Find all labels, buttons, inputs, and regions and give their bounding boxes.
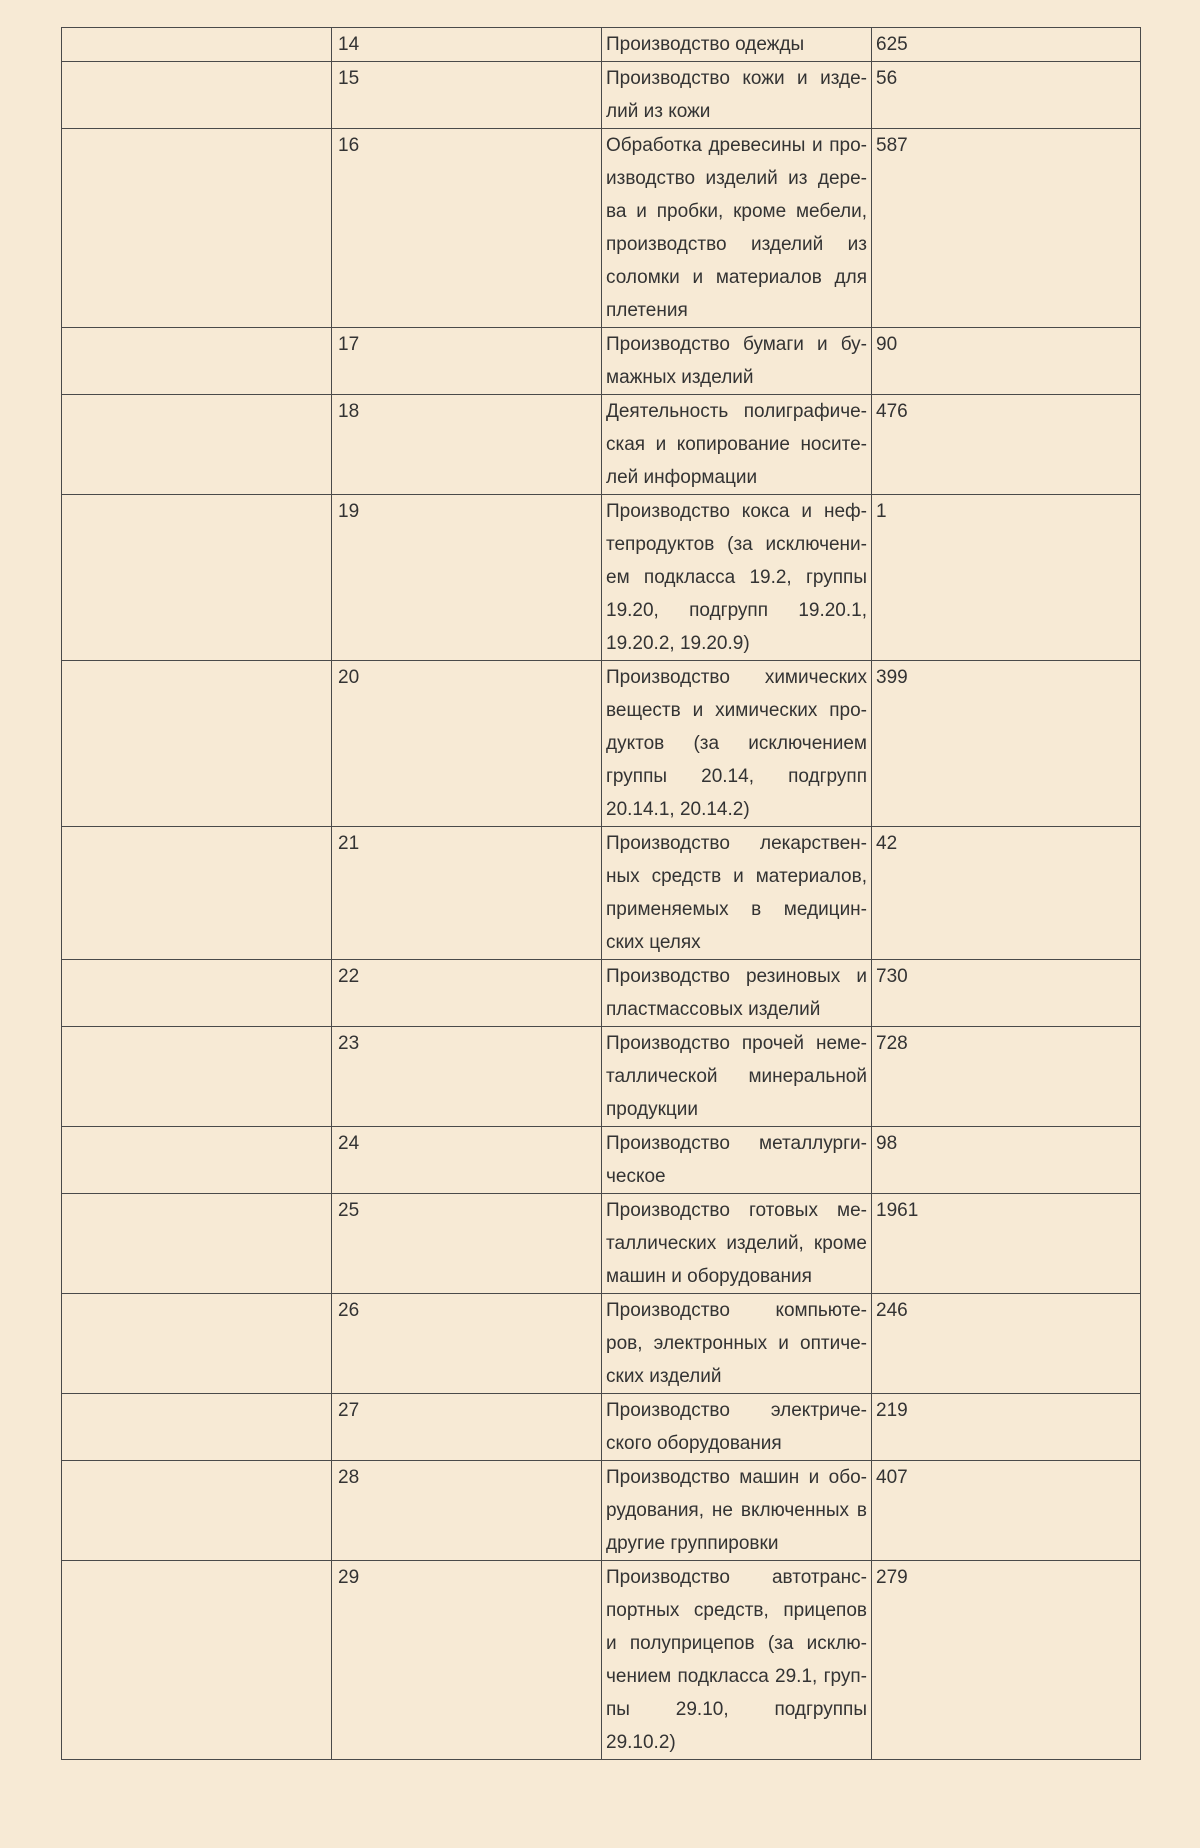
- activity-name-line: Производство автотранс-: [606, 1567, 867, 1588]
- section-code-cell: 25: [332, 1194, 602, 1294]
- activity-name-line: ем подкласса 19.2, группы: [606, 567, 867, 588]
- activity-name-line: Производство одежды: [606, 34, 805, 55]
- activity-name-line: рудования, не включенных в: [606, 1500, 867, 1521]
- empty-cell: [62, 1461, 332, 1561]
- activity-name-line: ских изделий: [606, 1366, 722, 1387]
- activity-name-line: таллической минеральной: [606, 1066, 867, 1087]
- organization-count-cell: 625: [872, 28, 1141, 62]
- activity-name-line: и полуприцепов (за исклю-: [606, 1633, 867, 1654]
- organization-count-cell: 476: [872, 395, 1141, 495]
- empty-cell: [62, 1127, 332, 1194]
- activity-name-cell: [602, 28, 872, 62]
- section-code-cell: 29: [332, 1561, 602, 1760]
- organization-count-cell: 42: [872, 827, 1141, 960]
- table-row: [62, 1461, 1141, 1561]
- activity-name-cell: [602, 1561, 872, 1760]
- empty-cell: [62, 328, 332, 395]
- table-row: [62, 1394, 1141, 1461]
- activity-name-line: Производство кокса и неф-: [606, 501, 867, 522]
- activity-name-line: портных средств, прицепов: [606, 1600, 867, 1621]
- section-code-cell: 27: [332, 1394, 602, 1461]
- empty-cell: [62, 129, 332, 328]
- section-code-cell: 22: [332, 960, 602, 1027]
- activity-name-line: ных средств и материалов,: [606, 866, 867, 887]
- table-row: [62, 328, 1141, 395]
- activity-name-line: Производство машин и обо-: [606, 1467, 867, 1488]
- activity-name-cell: [602, 661, 872, 827]
- activity-name-cell: [602, 328, 872, 395]
- activity-name-line: Производство химических: [606, 667, 867, 688]
- empty-cell: [62, 28, 332, 62]
- organization-count-cell: 279: [872, 1561, 1141, 1760]
- activity-name-line: изводство изделий из дере-: [606, 168, 867, 189]
- section-code-cell: 14: [332, 28, 602, 62]
- section-code-cell: 21: [332, 827, 602, 960]
- empty-cell: [62, 827, 332, 960]
- empty-cell: [62, 1194, 332, 1294]
- industry-table-body: [62, 28, 1141, 1760]
- activity-name-line: дуктов (за исключением: [606, 733, 867, 754]
- activity-name-cell: [602, 1294, 872, 1394]
- empty-cell: [62, 1294, 332, 1394]
- activity-name-line: пластмассовых изделий: [606, 999, 821, 1020]
- section-code-cell: 17: [332, 328, 602, 395]
- activity-name-cell: [602, 827, 872, 960]
- organization-count-cell: 728: [872, 1027, 1141, 1127]
- table-row: [62, 1561, 1141, 1760]
- table-row: [62, 495, 1141, 661]
- activity-name-line: Обработка древесины и про-: [606, 135, 867, 156]
- activity-name-line: машин и оборудования: [606, 1266, 812, 1287]
- organization-count-cell: 407: [872, 1461, 1141, 1561]
- table-row: [62, 960, 1141, 1027]
- activity-name-line: Производство прочей неме-: [606, 1033, 867, 1054]
- activity-name-line: Деятельность полиграфиче-: [606, 401, 867, 422]
- organization-count-cell: 587: [872, 129, 1141, 328]
- section-code-cell: 18: [332, 395, 602, 495]
- activity-name-line: Производство лекарствен-: [606, 833, 867, 854]
- empty-cell: [62, 395, 332, 495]
- activity-name-cell: [602, 1127, 872, 1194]
- activity-name-line: Производство бумаги и бу-: [606, 334, 867, 355]
- activity-name-cell: [602, 62, 872, 129]
- activity-name-line: Производство компьюте-: [606, 1300, 867, 1321]
- activity-name-line: производство изделий из: [606, 234, 867, 255]
- table-row: [62, 661, 1141, 827]
- table-row: [62, 1194, 1141, 1294]
- activity-name-cell: [602, 1461, 872, 1561]
- activity-name-line: Производство металлурги-: [606, 1133, 867, 1154]
- section-code-cell: 20: [332, 661, 602, 827]
- activity-name-line: Производство готовых ме-: [606, 1200, 867, 1221]
- activity-name-line: лий из кожи: [606, 101, 711, 122]
- activity-name-line: ская и копирование носите-: [606, 434, 867, 455]
- activity-name-line: ров, электронных и оптиче-: [606, 1333, 867, 1354]
- empty-cell: [62, 661, 332, 827]
- activity-name-cell: [602, 395, 872, 495]
- activity-name-line: 19.20.2, 19.20.9): [606, 633, 750, 654]
- activity-name-line: тепродуктов (за исключени-: [606, 534, 867, 555]
- empty-cell: [62, 495, 332, 661]
- organization-count-cell: 56: [872, 62, 1141, 129]
- table-row: [62, 827, 1141, 960]
- organization-count-cell: 219: [872, 1394, 1141, 1461]
- activity-name-cell: [602, 129, 872, 328]
- empty-cell: [62, 1394, 332, 1461]
- activity-name-line: веществ и химических про-: [606, 700, 867, 721]
- section-code-cell: 15: [332, 62, 602, 129]
- organization-count-cell: 399: [872, 661, 1141, 827]
- activity-name-line: 19.20, подгрупп 19.20.1,: [606, 600, 867, 621]
- table-row: [62, 1294, 1141, 1394]
- organization-count-cell: 730: [872, 960, 1141, 1027]
- activity-name-cell: [602, 1394, 872, 1461]
- empty-cell: [62, 960, 332, 1027]
- activity-name-line: пы 29.10, подгруппы: [606, 1699, 867, 1720]
- section-code-cell: 19: [332, 495, 602, 661]
- organization-count-cell: 98: [872, 1127, 1141, 1194]
- organization-count-cell: 90: [872, 328, 1141, 395]
- activity-name-line: ческое: [606, 1166, 666, 1187]
- organization-count-cell: 1961: [872, 1194, 1141, 1294]
- activity-name-line: Производство кожи и изде-: [606, 68, 867, 89]
- activity-name-line: группы 20.14, подгрупп: [606, 766, 867, 787]
- table-row: [62, 28, 1141, 62]
- section-code-cell: 23: [332, 1027, 602, 1127]
- activity-name-cell: [602, 1194, 872, 1294]
- activity-name-line: применяемых в медицин-: [606, 899, 867, 920]
- activity-name-line: Производство электриче-: [606, 1400, 867, 1421]
- organization-count-cell: 246: [872, 1294, 1141, 1394]
- activity-name-line: ского оборудования: [606, 1433, 782, 1454]
- activity-name-line: ва и пробки, кроме мебели,: [606, 201, 867, 222]
- table-row: [62, 1127, 1141, 1194]
- industry-table: [61, 27, 1141, 1760]
- activity-name-line: Производство резиновых и: [606, 966, 867, 987]
- activity-name-line: чением подкласса 29.1, груп-: [606, 1666, 867, 1687]
- activity-name-line: плетения: [606, 300, 688, 321]
- industry-table-container: [61, 27, 1140, 1760]
- table-row: [62, 1027, 1141, 1127]
- section-code-cell: 26: [332, 1294, 602, 1394]
- table-row: [62, 129, 1141, 328]
- activity-name-line: ских целях: [606, 932, 701, 953]
- activity-name-line: таллических изделий, кроме: [606, 1233, 867, 1254]
- activity-name-line: 29.10.2): [606, 1732, 676, 1753]
- table-row: [62, 395, 1141, 495]
- organization-count-cell: 1: [872, 495, 1141, 661]
- activity-name-line: другие группировки: [606, 1533, 779, 1554]
- section-code-cell: 16: [332, 129, 602, 328]
- activity-name-line: продукции: [606, 1099, 699, 1120]
- empty-cell: [62, 1561, 332, 1760]
- activity-name-line: мажных изделий: [606, 367, 754, 388]
- activity-name-line: 20.14.1, 20.14.2): [606, 799, 750, 820]
- section-code-cell: 24: [332, 1127, 602, 1194]
- section-code-cell: 28: [332, 1461, 602, 1561]
- activity-name-line: соломки и материалов для: [606, 267, 867, 288]
- empty-cell: [62, 1027, 332, 1127]
- table-row: [62, 62, 1141, 129]
- activity-name-cell: [602, 960, 872, 1027]
- activity-name-cell: [602, 1027, 872, 1127]
- empty-cell: [62, 62, 332, 129]
- activity-name-line: лей информации: [606, 467, 758, 488]
- activity-name-cell: [602, 495, 872, 661]
